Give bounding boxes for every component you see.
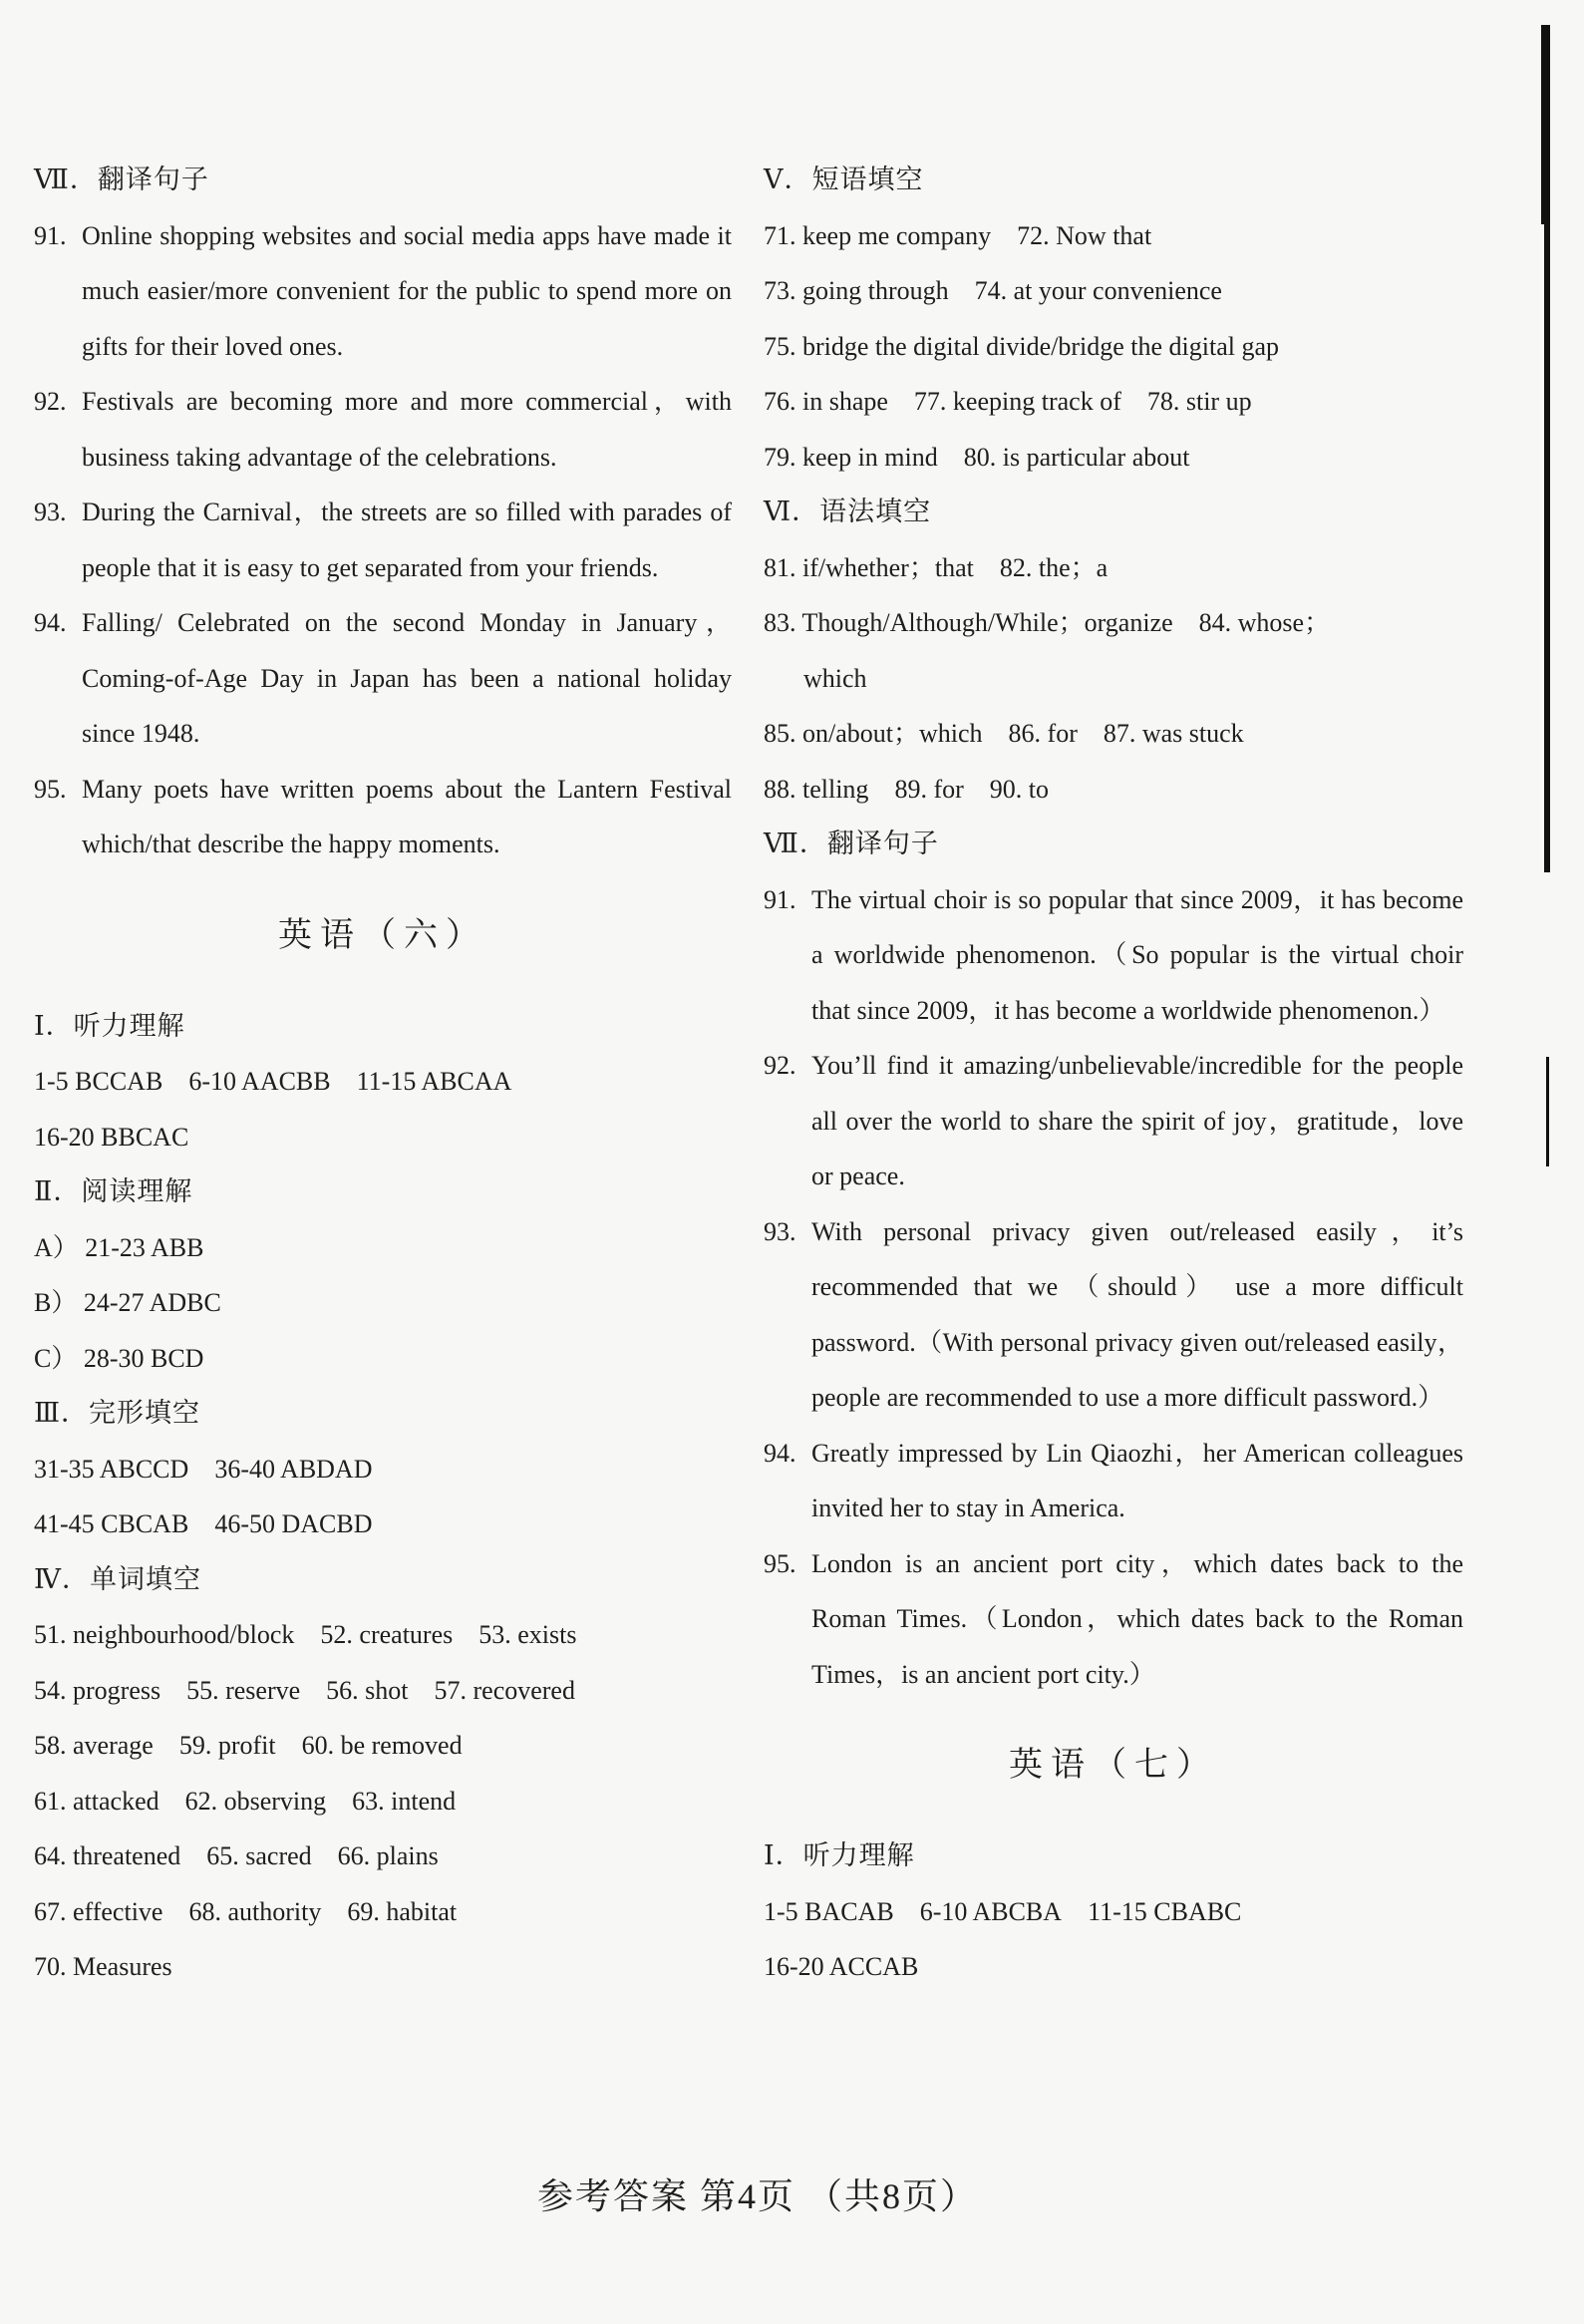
- item-number: 94.: [764, 1438, 796, 1468]
- section-heading-word-fill: Ⅳ．单词填空: [34, 1563, 201, 1594]
- answer-item: [34, 485, 732, 595]
- item-text: Festivals are becoming more and more commercial，with business taking advantage of the celebrations.: [82, 387, 732, 472]
- answer-line: 76. in shape 77. keeping track of 78. stir up: [764, 387, 1252, 416]
- answer-line: 71. keep me company 72. Now that: [764, 220, 1152, 250]
- answer-line: 73. going through 74. at your convenience: [764, 276, 1222, 305]
- answer-line: which: [803, 663, 867, 693]
- unit-title-six: 英语（六）: [278, 916, 487, 954]
- item-text: With personal privacy given out/released easily，it’s recommended that we （should） use a more difficult password.（With personal privacy given out/released easily，people are recommended to use a more difficult password.）: [811, 1216, 1463, 1412]
- item-number: 93.: [764, 1216, 796, 1246]
- item-text: The virtual choir is so popular that since 2009，it has become a worldwide phenomenon.（So popular is the virtual choir that since 2009，it has become a worldwide phenomenon.）: [811, 884, 1463, 1025]
- item-number: 92.: [764, 1051, 796, 1080]
- answer-item: [764, 872, 1463, 1039]
- answer-line: 16-20 BBCAC: [34, 1122, 189, 1152]
- item-number: 94.: [34, 608, 67, 637]
- answer-line: C） 28-30 BCD: [34, 1343, 204, 1373]
- answer-line: 70. Measures: [34, 1952, 172, 1981]
- answer-line: 88. telling 89. for 90. to: [764, 774, 1049, 804]
- section-heading-grammar-fill: Ⅵ．语法填空: [764, 497, 932, 526]
- item-text: During the Carnival，the streets are so filled with parades of people that it is easy to get separated from your friends.: [82, 498, 732, 582]
- answer-item: [764, 1426, 1463, 1536]
- item-text: Falling/ Celebrated on the second Monday in January，Coming-of-Age Day in Japan has been a national holiday since 1948.: [82, 608, 732, 748]
- answer-line: 31-35 ABCCD 36-40 ABDAD: [34, 1454, 373, 1484]
- item-number: 91.: [34, 220, 67, 250]
- section-heading-translation: Ⅶ．翻译句子: [34, 165, 209, 194]
- answer-line: 1-5 BCCAB 6-10 AACBB 11-15 ABCAA: [34, 1067, 512, 1096]
- answer-line: 85. on/about；which 86. for 87. was stuck: [764, 719, 1244, 748]
- answer-line: 79. keep in mind 80. is particular about: [764, 442, 1190, 472]
- section-heading-listening: Ⅰ．听力理解: [34, 1010, 185, 1041]
- answer-item: [764, 1536, 1463, 1703]
- scan-edge-mark: [1546, 1057, 1549, 1166]
- section-heading-reading: Ⅱ．阅读理解: [34, 1176, 193, 1206]
- answer-line: 81. if/whether；that 82. the；a: [764, 552, 1109, 582]
- answer-item: [34, 595, 732, 762]
- unit-title-seven: 英语（七）: [1009, 1747, 1218, 1784]
- answer-line: 58. average 59. profit 60. be removed: [34, 1731, 463, 1760]
- section-heading-cloze: Ⅲ．完形填空: [34, 1398, 201, 1428]
- answer-item: [34, 208, 732, 375]
- answer-line: 41-45 CBCAB 46-50 DACBD: [34, 1509, 373, 1538]
- section-heading-translation: Ⅶ．翻译句子: [764, 829, 939, 858]
- answer-line: 54. progress 55. reserve 56. shot 57. recovered: [34, 1675, 575, 1705]
- answer-line: 61. attacked 62. observing 63. intend: [34, 1786, 457, 1816]
- answer-line: 75. bridge the digital divide/bridge the digital gap: [764, 331, 1279, 361]
- item-text: London is an ancient port city，which dates back to the Roman Times.（London，which dates back to the Roman Times，is an ancient port city.）: [811, 1548, 1463, 1689]
- answer-line: 67. effective 68. authority 69. habitat: [34, 1896, 458, 1926]
- right-column: [764, 153, 1463, 1995]
- answer-line: 1-5 BACAB 6-10 ABCBA 11-15 CBABC: [764, 1896, 1242, 1926]
- item-text: Greatly impressed by Lin Qiaozhi，her American colleagues invited her to stay in America.: [811, 1438, 1463, 1522]
- item-number: 92.: [34, 387, 67, 416]
- scan-edge-mark: [1544, 224, 1550, 872]
- answer-item: [764, 1204, 1463, 1426]
- item-number: 95.: [764, 1548, 796, 1578]
- answer-line: 51. neighbourhood/block 52. creatures 53. exists: [34, 1620, 577, 1649]
- answer-line: 83. Though/Although/While；organize 84. whose；: [764, 608, 1331, 637]
- left-column: [34, 153, 732, 1995]
- answer-line: B） 24-27 ADBC: [34, 1288, 221, 1317]
- section-heading-listening: Ⅰ．听力理解: [764, 1840, 915, 1870]
- answer-item: [34, 762, 732, 872]
- section-heading-phrase-fill: Ⅴ．短语填空: [764, 165, 924, 194]
- answer-line: 64. threatened 65. sacred 66. plains: [34, 1841, 439, 1870]
- answer-line: 16-20 ACCAB: [764, 1952, 919, 1981]
- item-number: 93.: [34, 498, 67, 526]
- scan-edge-mark: [1541, 25, 1550, 224]
- answer-line: A） 21-23 ABB: [34, 1232, 204, 1262]
- answer-item: [764, 1038, 1463, 1204]
- item-text: Online shopping websites and social media apps have made it much easier/more convenient for the public to spend more on gifts for their loved ones.: [82, 220, 732, 361]
- item-text: You’ll find it amazing/unbelievable/incredible for the people all over the world to share the spirit of joy，gratitude，love or peace.: [811, 1051, 1464, 1190]
- item-number: 95.: [34, 774, 67, 804]
- answer-item: [34, 374, 732, 485]
- item-number: 91.: [764, 884, 796, 914]
- page-footer: 参考答案 第4页 （共8页）: [536, 2176, 978, 2216]
- item-text: Many poets have written poems about the Lantern Festival which/that describe the happy moments.: [82, 774, 732, 858]
